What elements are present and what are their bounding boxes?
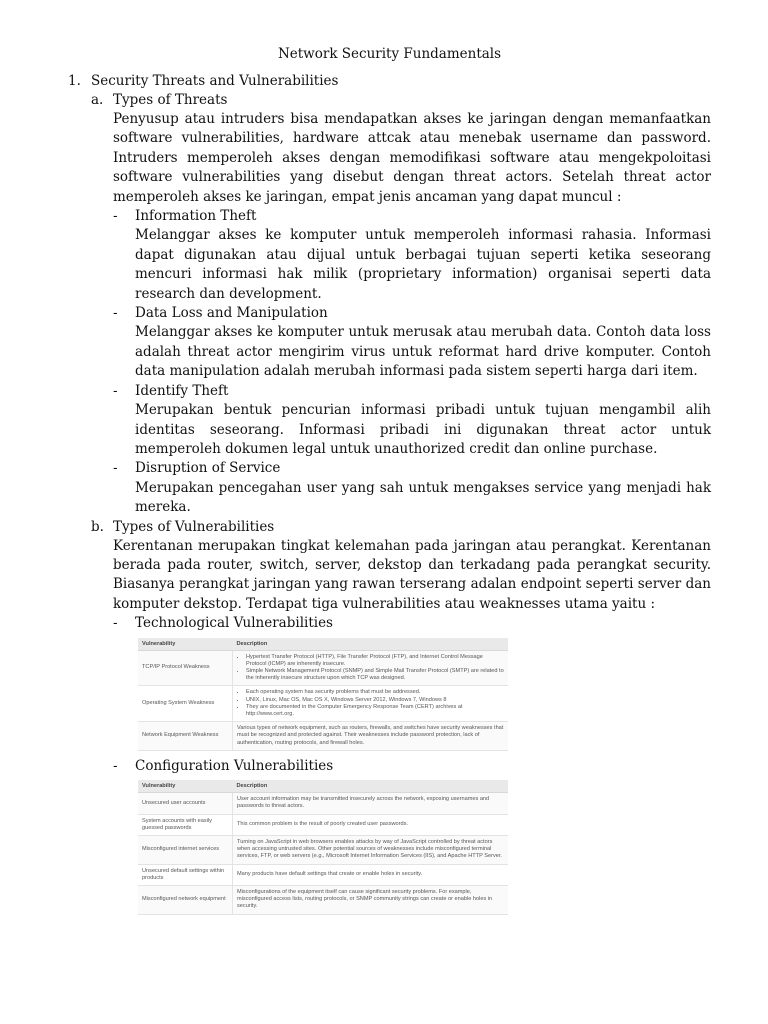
threat-description: Merupakan pencegahan user yang sah untuk mengakses service yang menjadi hak mereka.	[135, 479, 711, 516]
threat-label: Identify Theft	[135, 382, 229, 399]
section-number: 1.	[68, 73, 81, 89]
vulnerability-description: Many products have default settings that create or enable holes in security.	[233, 864, 509, 885]
technological-vulnerabilities-table	[138, 638, 508, 751]
threat-description: Merupakan bentuk pencurian informasi pribadi untuk tujuan mengambil alih identitas seseorang. Informasi pribadi ini digunakan threat actor untuk memperoleh dokumen legal untuk unauthorized credit dan online purchase.	[135, 402, 711, 457]
vulnerability-name: Misconfigured internet services	[138, 836, 233, 865]
page-title: Network Security Fundamentals	[277, 46, 502, 62]
category-label: Technological Vulnerabilities	[135, 615, 333, 632]
table-row	[138, 650, 508, 686]
vulnerability-name: Unsecured user accounts	[138, 793, 233, 814]
description-bullet: • Hypertext Transfer Protocol (HTTP), File Transfer Protocol (FTP), and Internet Control Message Protocol (ICMP) are inherently insecure.	[246, 654, 504, 668]
vulnerability-name: TCP/IP Protocol Weakness	[138, 650, 233, 686]
table-row	[138, 686, 508, 722]
bullet-dash: -	[113, 615, 118, 632]
bullet-dash: -	[113, 757, 118, 774]
column-header: Vulnerability	[138, 638, 233, 651]
table-row	[138, 793, 508, 814]
section-title: Security Threats and Vulnerabilities	[91, 73, 339, 89]
threat-label: Data Loss and Manipulation	[135, 305, 328, 322]
vulnerability-description	[233, 650, 509, 686]
bullet-dash: -	[113, 305, 118, 322]
vulnerability-description: Misconfigurations of the equipment itself can cause significant security problems. For example, misconfigured access lists, routing protocols, or SNMP community strings can create or enable holes in security.	[233, 886, 509, 915]
table-row	[138, 886, 508, 915]
table-row	[138, 814, 508, 835]
subsection-letter: a.	[91, 92, 104, 108]
table-row	[138, 864, 508, 885]
configuration-vulnerabilities-table	[138, 780, 508, 914]
threat-item	[113, 304, 711, 323]
subsection-letter: b.	[91, 518, 104, 535]
vulnerability-name: Operating System Weakness	[138, 686, 233, 722]
subsection-b-heading	[91, 518, 711, 537]
vulnerability-description: Turning on JavaScript in web browsers enables attacks by way of JavaScript controlled by threat actors when accessing untrusted sites. Other potential sources of weaknesses include misconfigured terminal services, FTP, or web servers (e.g., Microsoft Internet Information Services (IIS), and Apache HTTP Server.	[233, 836, 509, 865]
threat-label: Disruption of Service	[135, 460, 281, 477]
subsection-title: Types of Threats	[113, 92, 228, 108]
column-header: Vulnerability	[138, 780, 233, 793]
threats-intro-paragraph: Penyusup atau intruders bisa mendapatkan akses ke jaringan dengan memanfaatkan software vulnerabilities, hardware attcak atau menebak username dan password. Intruders memperoleh akses dengan memodifikasi software atau mengekpoloitasi software vulnerabilities yang disebut dengan threat actors. Setelah threat actor memperoleh akses ke jaringan, empat jenis ancaman yang dapat muncul :	[113, 111, 711, 205]
threat-label: Information Theft	[135, 208, 257, 225]
vulnerability-description: User account information may be transmitted insecurely across the network, exposing usernames and passwords to threat actors.	[233, 793, 509, 814]
subsection-a-heading	[91, 91, 711, 110]
table-header-row	[138, 780, 508, 793]
description-bullet: • UNIX, Linux, Mac OS, Mac OS X, Windows Server 2012, Windows 7, Windows 8	[246, 697, 504, 704]
table-header-row	[138, 638, 508, 651]
section-1-heading	[68, 72, 711, 91]
description-bullet: • Each operating system has security problems that must be addressed.	[246, 689, 504, 696]
bullet-dash: -	[113, 460, 118, 477]
vulnerability-name: Misconfigured network equipment	[138, 886, 233, 915]
subsection-title: Types of Vulnerabilities	[113, 518, 275, 535]
vulnerability-description: Various types of network equipment, such as routers, firewalls, and switches have security weaknesses that must be recognized and protected against. Their weaknesses include password protection, lack of authentication, routing protocols, and firewall holes.	[233, 722, 509, 751]
vulnerability-description	[233, 686, 509, 722]
description-bullet: • Simple Network Management Protocol (SNMP) and Simple Mail Transfer Protocol (SMTP) are related to the inherently insecure structure upon which TCP was designed.	[246, 668, 504, 682]
bullet-dash: -	[113, 382, 118, 399]
bullet-dash: -	[113, 208, 118, 225]
vulnerabilities-intro-paragraph: Kerentanan merupakan tingkat kelemahan pada jaringan atau perangkat. Kerentanan berada pada router, switch, server, dekstop dan terkadang pada perangkat security. Biasanya perangkat jaringan yang rawan terserang adalan endpoint seperti server dan komputer dekstop. Terdapat tiga vulnerabilities atau weaknesses utama yaitu :	[113, 537, 711, 612]
vulnerability-category	[113, 614, 711, 633]
table-row	[138, 722, 508, 751]
threat-description: Melanggar akses ke komputer untuk memperoleh informasi rahasia. Informasi dapat digunakan atau dijual untuk berbagai tujuan seperti ketika seseorang mencuri informasi hak milik (proprietary information) organisai seperti data research dan development.	[135, 227, 711, 302]
category-label: Configuration Vulnerabilities	[135, 757, 334, 774]
threat-description: Melanggar akses ke komputer untuk merusak atau merubah data. Contoh data loss adalah threat actor mengirim virus untuk reformat hard drive komputer. Contoh data manipulation adalah merubah informasi pada sistem seperti harga dari item.	[135, 324, 711, 380]
vulnerability-name: Unsecured default settings within products	[138, 864, 233, 885]
description-bullet: • They are documented in the Computer Emergency Response Team (CERT) archives at http://www.cert.org.	[246, 704, 504, 718]
vulnerability-name: System accounts with easily guessed passwords	[138, 814, 233, 835]
table-row	[138, 836, 508, 865]
column-header: Description	[233, 780, 509, 793]
vulnerability-name: Network Equipment Weakness	[138, 722, 233, 751]
column-header: Description	[233, 638, 509, 651]
threat-item	[113, 382, 711, 401]
threat-item	[113, 459, 711, 478]
threat-item	[113, 207, 711, 226]
vulnerability-description: This common problem is the result of poorly created user passwords.	[233, 814, 509, 835]
vulnerability-category	[113, 757, 711, 776]
